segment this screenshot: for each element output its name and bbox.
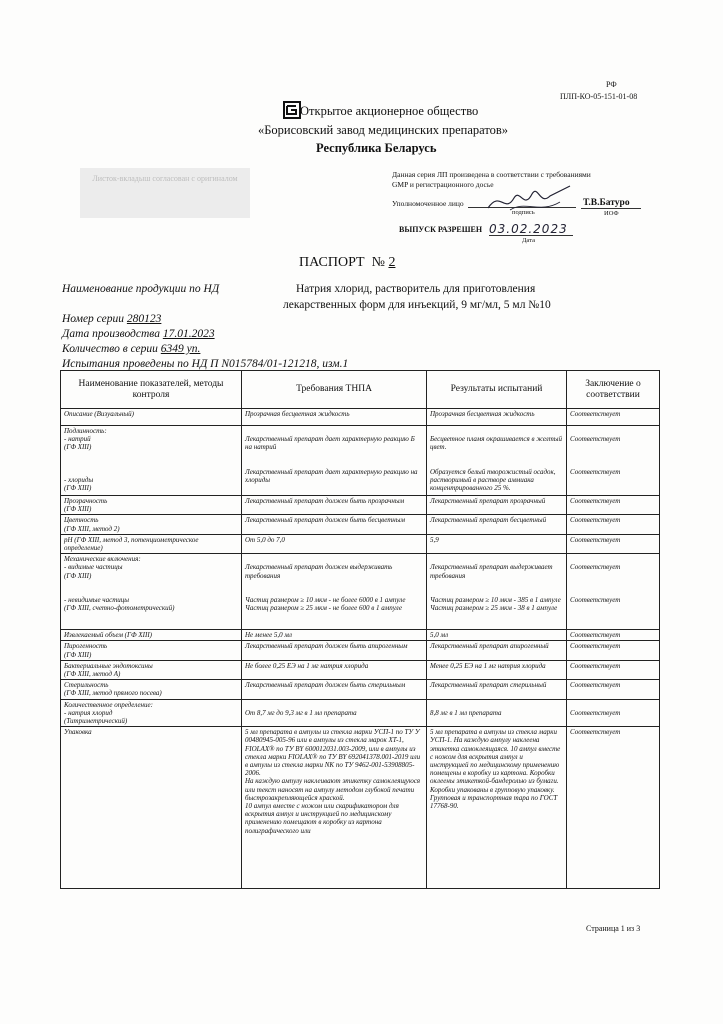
cell-result: 8,8 мг в 1 мл препарата [427,699,567,727]
name-underline [581,208,641,209]
authorized-label: Уполномоченное лицо [392,199,464,208]
cell-conclusion: Соответствует [567,534,660,553]
company-logo [283,101,301,119]
table-row [61,426,660,496]
faded-stamp: Листок-вкладыш согласован с оригиналом [80,168,250,218]
production-value: 17.01.2023 [162,328,215,340]
org-line-2: «Борисовский завод медицинских препаратов» [258,123,509,137]
series-value: 280123 [126,313,162,325]
cell-parameter: Прозрачность (ГФ XIII) [61,496,242,515]
cell-result: Бесцветное пламя окрашивается в желтый цвет. Образуется белый творожистый осадок, растворимый в растворе аммиака концентрированного 25 %. [427,426,567,496]
cell-conclusion: Соответствует [567,660,660,679]
cell-parameter: Цветность (ГФ XIII, метод 2) [61,515,242,534]
cell-conclusion: Соответствует [567,515,660,534]
cell-parameter: Стерильность (ГФ XIII, метод прямого посева) [61,680,242,699]
authorized-name: Т.В.Батуро [583,198,630,208]
cell-result: 5 мл препарата в ампулы из стекла марки УСП-1. На каждую ампулу наклеена этикетка самоклеящаяся. 10 ампул вместе с ножом для вскрытия ампул и инструкцией по медицинскому применению помещены в коробку из картона. Коробки оклеены этикеткой-бандеролью из бумаги. Коробки упакованы в групповую упаковку. Групповая и транспортная тара по ГОСТ 17768-90. [427,727,567,889]
cell-parameter: Подлинность: - натрий (ГФ XIII) - хлориды (ГФ XIII) [61,426,242,496]
product-name-line-2: лекарственных форм для инъекций, 9 мг/мл, 5 мл №10 [283,299,551,311]
header-results: Результаты испытаний [427,371,567,409]
cell-requirement: Лекарственный препарат должен быть прозрачным [242,496,427,515]
org-line-3: Республика Беларусь [316,141,437,155]
quantity-label: Количество в серии [62,343,158,355]
cell-result: 5,9 [427,534,567,553]
cell-conclusion: Соответствует [567,680,660,699]
production-label: Дата производства [62,328,160,340]
cell-result: Прозрачная бесцветная жидкость [427,409,567,426]
cell-conclusion: Соответствует Соответствует [567,554,660,630]
cell-conclusion: Соответствует [567,641,660,660]
org-line-1: Открытое акционерное общество [300,104,479,118]
cell-conclusion: Соответствует [567,496,660,515]
cell-conclusion: Соответствует [567,727,660,889]
cell-result: Лекарственный препарат бесцветный [427,515,567,534]
cell-parameter: Упаковка [61,727,242,889]
table-row [61,496,660,515]
cell-parameter: Извлекаемый объем (ГФ XIII) [61,630,242,641]
cell-requirement: Прозрачная бесцветная жидкость [242,409,427,426]
doc-country-code: РФ [606,80,617,89]
header-conclusion: Заключение о соответствии [567,371,660,409]
series-row [62,313,161,325]
table-row [61,699,660,727]
quantity-row [62,343,200,355]
table-row [61,680,660,699]
cell-conclusion: Соответствует [567,699,660,727]
passport-title [299,255,395,271]
cell-parameter: Бактериальные эндотоксины (ГФ XIII, метод А) [61,660,242,679]
production-row [62,328,215,340]
passport-title-text: ПАСПОРТ [299,255,365,270]
header-requirements: Требования ТНПА [242,371,427,409]
passport-number: 2 [388,255,396,270]
table-row [61,515,660,534]
cell-result: Лекарственный препарат выдерживает требования Частиц размером ≥ 10 мкм - 385 в 1 ампуле Частиц размером ≥ 25 мкм - 38 в 1 ампуле [427,554,567,630]
release-date-handwritten: 03.02.2023 [489,222,568,236]
cell-requirement: Лекарственный препарат должен быть апирогенным [242,641,427,660]
table-row [61,727,660,889]
cell-parameter: Пирогенность (ГФ XIII) [61,641,242,660]
tests-label: Испытания проведены по НД П N015784/01-121218, изм.1 [62,358,349,370]
cell-parameter: Описание (Визуальный) [61,409,242,426]
table-row [61,409,660,426]
cell-requirement: От 8,7 мг до 9,3 мг в 1 мл препарата [242,699,427,727]
table-row [61,660,660,679]
cell-parameter: pH (ГФ XIII, метод 3, потенциометрическое определение) [61,534,242,553]
header-parameter: Наименование показателей, методы контроля [61,371,242,409]
quantity-value: 6349 уп. [160,343,201,355]
fio-label: ИОФ [604,210,619,217]
date-underline [489,235,573,236]
doc-form-code: ПЛП-КО-05-151-01-08 [560,92,638,101]
cell-requirement: Лекарственный препарат дает характерную реакцию Б на натрий Лекарственный препарат дает характерную реакцию на хлориды [242,426,427,496]
gmp-note: Данная серия ЛП произведена в соответствии с требованиями GMP и регистрационного досье [392,170,591,189]
release-label: ВЫПУСК РАЗРЕШЕН [399,225,483,234]
cell-parameter: Механические включения: - видимые частицы (ГФ XIII) - невидимые частицы (ГФ XIII, счетно-фотометрический) [61,554,242,630]
date-label: Дата [522,237,535,244]
cell-conclusion: Соответствует [567,409,660,426]
cell-conclusion: Соответствует Соответствует [567,426,660,496]
cell-requirement: От 5,0 до 7,0 [242,534,427,553]
table-row [61,641,660,660]
results-table [60,370,660,889]
table-header-row [61,371,660,409]
passport-number-prefix: № [371,255,385,270]
table-row [61,554,660,630]
page-number: Страница 1 из 3 [586,924,641,933]
cell-parameter: Количественное определение: - натрия хлорид (Титриметрический) [61,699,242,727]
cell-requirement: Не менее 5,0 мл [242,630,427,641]
cell-conclusion: Соответствует [567,630,660,641]
table-row [61,630,660,641]
cell-requirement: Лекарственный препарат должен быть стерильным [242,680,427,699]
product-label: Наименование продукции по НД [62,283,220,295]
cell-result: 5,0 мл [427,630,567,641]
cell-requirement: Лекарственный препарат должен быть бесцветным [242,515,427,534]
series-label: Номер серии [62,313,124,325]
table-row [61,534,660,553]
signature-label: подпись [512,209,535,216]
product-name-line-1: Натрия хлорид, растворитель для приготовления [296,283,536,295]
cell-requirement: Лекарственный препарат должен выдерживать требования Частиц размером ≥ 10 мкм - не более 6000 в 1 ампуле Частиц размером ≥ 25 мкм - не более 600 в 1 ампуле [242,554,427,630]
cell-result: Лекарственный препарат стерильный [427,680,567,699]
cell-requirement: Не более 0,25 ЕЭ на 1 мг натрия хлорида [242,660,427,679]
cell-result: Лекарственный препарат апирогенный [427,641,567,660]
cell-requirement: 5 мл препарата в ампулы из стекла марки УСП-1 по ТУ У 00480945-005-96 или в ампулы из стекла марок XT-1, FIOLAX® по ТУ BY 600012031.003-2009, или в ампулы из стекла марки FIOLAX® по ТУ BY 692041378.001-2019 или в ампулы из стекла марки NK по ТУ 9462-001-53908805-2006. На каждую ампулу наклеивают этикетку самоклеящуюся или текст наносят на ампулу методом глубокой печати быстрозакрепляющейся краской. 10 ампул вместе с ножом или скарификатором для вскрытия ампул и инструкцией по медицинскому применению помещают в коробку из картона полиграфического или [242,727,427,889]
cell-result: Менее 0,25 ЕЭ на 1 мг натрия хлорида [427,660,567,679]
cell-result: Лекарственный препарат прозрачный [427,496,567,515]
